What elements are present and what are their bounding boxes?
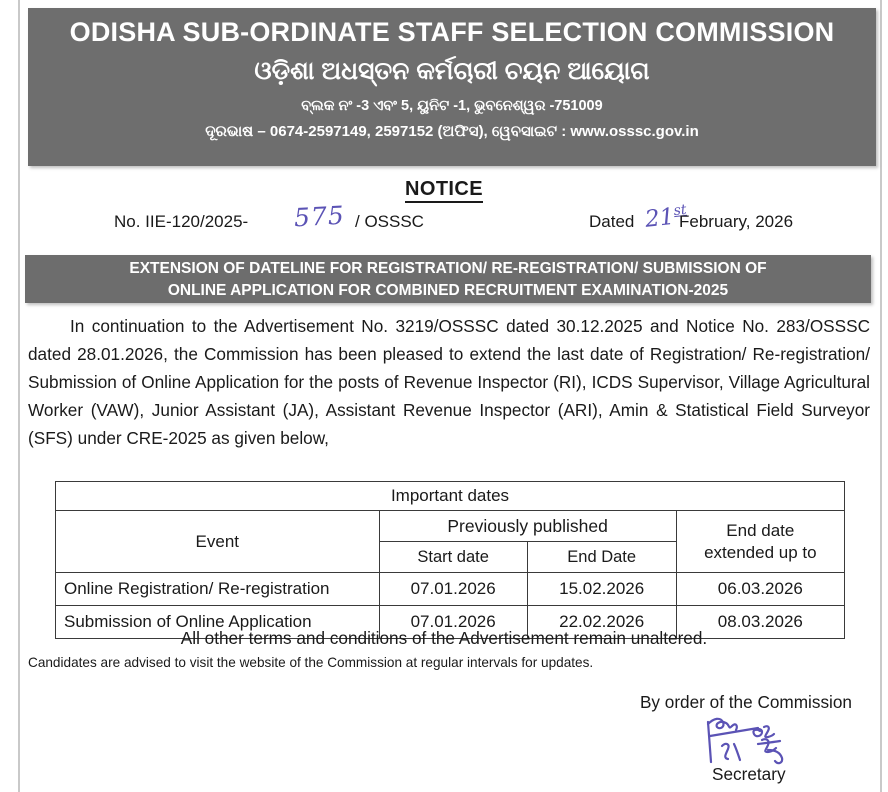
notice-heading (0, 178, 888, 201)
notice-heading-text: NOTICE (405, 178, 483, 203)
organisation-contact-odia: ଦୂରଭାଷ – 0674-2597149, 2597152 (ଅଫିସ), ୱେବସାଇଟ : www.osssc.gov.in (205, 123, 699, 141)
table-header-end-date-extended (676, 511, 844, 573)
handwritten-date-ordinal: st (672, 201, 688, 220)
table-cell-event: Submission of Online Application (56, 606, 380, 639)
table-cell-start-date: 07.01.2026 (379, 606, 527, 639)
notice-body-text: In continuation to the Advertisement No. 3219/OSSSC dated 30.12.2025 and Notice No. 283/OSSSC dated 28.01.2026, the Commission has been pleased to extend the last date of Registration/ Re-registration/ Submission of Online Application for the posts of Revenue Inspector (RI), ICDS Supervisor, Village Agricultural Worker (VAW), Junior Assistant (JA), Assistant Revenue Inspector (ARI), Amin & Statistical Field Surveyor (SFS) under CRE-2025 as given below, (28, 316, 870, 449)
subject-banner (25, 255, 871, 303)
dated-label: Dated (589, 212, 635, 231)
table-cell-event: Online Registration/ Re-registration (56, 573, 380, 606)
table-header-start-date: Start date (379, 542, 527, 573)
table-header-row-1 (56, 511, 845, 542)
table-cell-extended-to: 06.03.2026 (676, 573, 844, 606)
subject-line-1: EXTENSION OF DATELINE FOR REGISTRATION/ RE-REGISTRATION/ SUBMISSION OF (129, 260, 767, 277)
table-caption-cell: Important dates (56, 482, 845, 511)
dated-month-year: February, 2026 (679, 212, 794, 231)
table-header-previously-published: Previously published (379, 511, 676, 542)
table-header-end-date: End Date (527, 542, 676, 573)
reference-number-prefix: No. IIE-120/2025- (114, 212, 249, 231)
table-header-event: Event (56, 511, 380, 573)
subject-line-2: ONLINE APPLICATION FOR COMBINED RECRUITMENT EXAMINATION-2025 (167, 282, 729, 300)
handwritten-date-day-number: 21 (643, 203, 676, 233)
reference-and-date-row (0, 200, 888, 240)
organisation-address-odia: ବ୍ଲକ ନଂ -3 ଏବଂ 5, ୟୁନିଟ -1, ଭୁବନେଶ୍ୱର -751009 (301, 98, 603, 115)
reference-number-suffix: / OSSSC (355, 212, 424, 231)
table-header-end-date-extended-line2: extended up to (704, 542, 817, 562)
table-row (56, 573, 845, 606)
table-caption-row (56, 482, 845, 511)
table-header-end-date-extended-line1: End date (726, 521, 795, 541)
table-cell-start-date: 07.01.2026 (379, 573, 527, 606)
page-edge-line-right (880, 0, 882, 792)
letterhead-banner (28, 8, 876, 166)
table-cell-extended-to: 08.03.2026 (676, 606, 844, 639)
table-cell-end-date: 22.02.2026 (527, 606, 676, 639)
candidates-advisory-text: Candidates are advised to visit the website of the Commission at regular intervals for updates. (28, 655, 594, 670)
organisation-name-english: ODISHA SUB-ORDINATE STAFF SELECTION COMMISSION (69, 17, 835, 47)
organisation-name-odia: ଓଡ଼ିଶା ଅଧସ୍ତନ କର୍ମଚାରୀ ଚୟନ ଆୟୋଗ (254, 56, 650, 85)
signatory-designation: Secretary (712, 764, 786, 784)
all-other-terms-text: All other terms and conditions of the Advertisement remain unaltered. (180, 628, 708, 648)
table-cell-end-date: 15.02.2026 (527, 573, 676, 606)
handwritten-reference-number: 575 (293, 200, 346, 233)
notice-body-paragraph (28, 312, 870, 452)
by-order-of-commission-text: By order of the Commission (639, 692, 852, 712)
important-dates-table (55, 481, 845, 639)
important-dates-table-wrapper (55, 481, 845, 639)
page-edge-line-left (18, 0, 20, 792)
